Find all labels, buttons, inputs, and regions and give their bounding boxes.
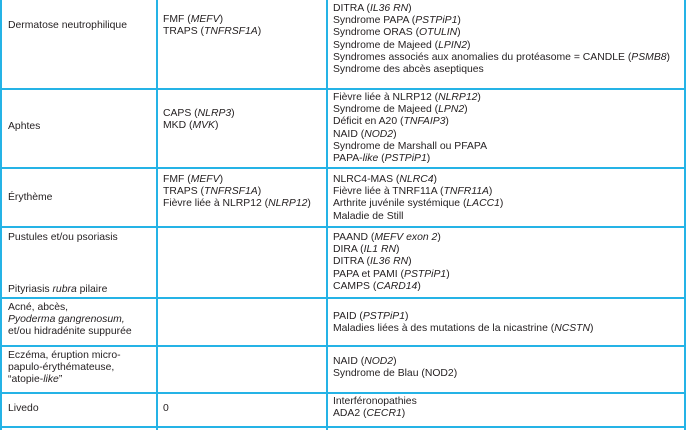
cell-line: MKD (MVK) — [163, 120, 219, 132]
row-divider-1 — [0, 88, 686, 90]
cell-line: Livedo — [8, 403, 39, 414]
cell-line: Érythème — [8, 192, 53, 203]
cell-line: Fièvre liée à NLRP12 (NLRP12) — [333, 92, 481, 103]
row-divider-7 — [0, 426, 686, 428]
cell-line: Eczéma, éruption micro- — [8, 350, 121, 361]
cell-line: Pustules et/ou psoriasis — [8, 232, 118, 243]
row-divider-3 — [0, 226, 686, 228]
table-cell-other — [333, 311, 593, 335]
cell-line: FMF (MEFV) — [163, 174, 224, 185]
table-cell-monogenic — [163, 14, 261, 38]
cell-line: Syndrome PAPA (PSTPiP1) — [333, 15, 461, 27]
table-cell-other — [333, 174, 503, 223]
cell-line: Syndrome ORAS (OTULIN) — [333, 27, 461, 39]
cell-line: NAID (NOD2) — [333, 128, 397, 140]
cell-line: CAPS (NLRP3) — [163, 108, 235, 119]
row-divider-6 — [0, 392, 686, 394]
table-cell-lesion — [8, 192, 52, 204]
cell-line: PAPA et PAMI (PSTPiP1) — [333, 268, 450, 280]
cell-line: “atopie-like” — [8, 374, 63, 386]
cell-line: DITRA (IL36 RN) — [333, 3, 412, 14]
cell-line: Pyoderma gangrenosum, — [8, 314, 125, 326]
cell-line: Fièvre liée à NLRP12 (NLRP12) — [163, 198, 311, 210]
cell-line: TRAPS (TNFRSF1A) — [163, 186, 262, 198]
table-cell-other — [333, 92, 487, 165]
table-cell-other — [333, 396, 417, 420]
cell-line: Acné, abcès, — [8, 302, 69, 313]
table-cell-lesion — [8, 284, 107, 296]
cell-line: Syndrome de Blau (NOD2) — [333, 368, 458, 380]
cell-line: DIRA (IL1 RN) — [333, 244, 400, 256]
cell-line: TRAPS (TNFRSF1A) — [163, 26, 262, 38]
row-divider-4 — [0, 297, 686, 299]
cell-line: Syndrome de Marshall ou PFAPA — [333, 140, 488, 152]
cell-line: Aphtes — [8, 121, 41, 132]
cell-line: Dermatose neutrophilique — [8, 20, 127, 31]
cell-line: CAMPS (CARD14) — [333, 280, 421, 292]
column-divider-2 — [326, 0, 328, 430]
table-cell-other — [333, 232, 450, 293]
cell-line: NLRC4-MAS (NLRC4) — [333, 174, 437, 185]
cell-line: Syndrome de Majeed (LPN2) — [333, 104, 468, 116]
table-cell-lesion — [8, 403, 39, 415]
table-cell-lesion — [8, 20, 127, 32]
cell-line: Syndrome de Majeed (LPIN2) — [333, 39, 471, 51]
cell-line: Interféronopathies — [333, 396, 417, 407]
table-cell-other — [333, 3, 670, 76]
cell-line: Syndromes associés aux anomalies du protéasome = CANDLE (PSMB8) — [333, 51, 670, 63]
table-cell-monogenic — [163, 108, 235, 132]
cell-line: Arthrite juvénile systémique (LACC1) — [333, 198, 504, 210]
table-cell-lesion — [8, 350, 121, 387]
cell-line: FMF (MEFV) — [163, 14, 224, 25]
table-cell-lesion — [8, 121, 40, 133]
cell-line: DITRA (IL36 RN) — [333, 256, 412, 268]
cell-line: et/ou hidradénite suppurée — [8, 326, 132, 338]
row-divider-5 — [0, 345, 686, 347]
table-border-left — [0, 0, 2, 430]
cell-line: Pityriasis rubra pilaire — [8, 284, 108, 295]
cell-line: PAAND (MEFV exon 2) — [333, 232, 441, 243]
cell-line: ADA2 (CECR1) — [333, 408, 406, 420]
row-divider-2 — [0, 167, 686, 169]
cell-line: Maladies liées à des mutations de la nicastrine (NCSTN) — [333, 323, 594, 335]
cell-line: Fièvre liée à TNRF11A (TNFR11A) — [333, 186, 493, 198]
cell-line: PAID (PSTPiP1) — [333, 311, 409, 322]
table-cell-other — [333, 356, 457, 380]
table-cell-lesion — [8, 302, 132, 339]
cell-line: 0 — [163, 403, 169, 414]
cell-line: Syndrome des abcès aseptiques — [333, 64, 484, 76]
table-cell-monogenic — [163, 403, 169, 415]
cell-line: PAPA-like (PSTPiP1) — [333, 153, 431, 165]
cell-line: NAID (NOD2) — [333, 356, 397, 367]
column-divider-1 — [156, 0, 158, 430]
table-cell-monogenic — [163, 174, 311, 211]
cell-line: Déficit en A20 (TNFAIP3) — [333, 116, 449, 128]
table-cell-lesion — [8, 232, 118, 244]
cell-line: Maladie de Still — [333, 210, 404, 222]
cell-line: papulo-érythémateuse, — [8, 362, 115, 374]
